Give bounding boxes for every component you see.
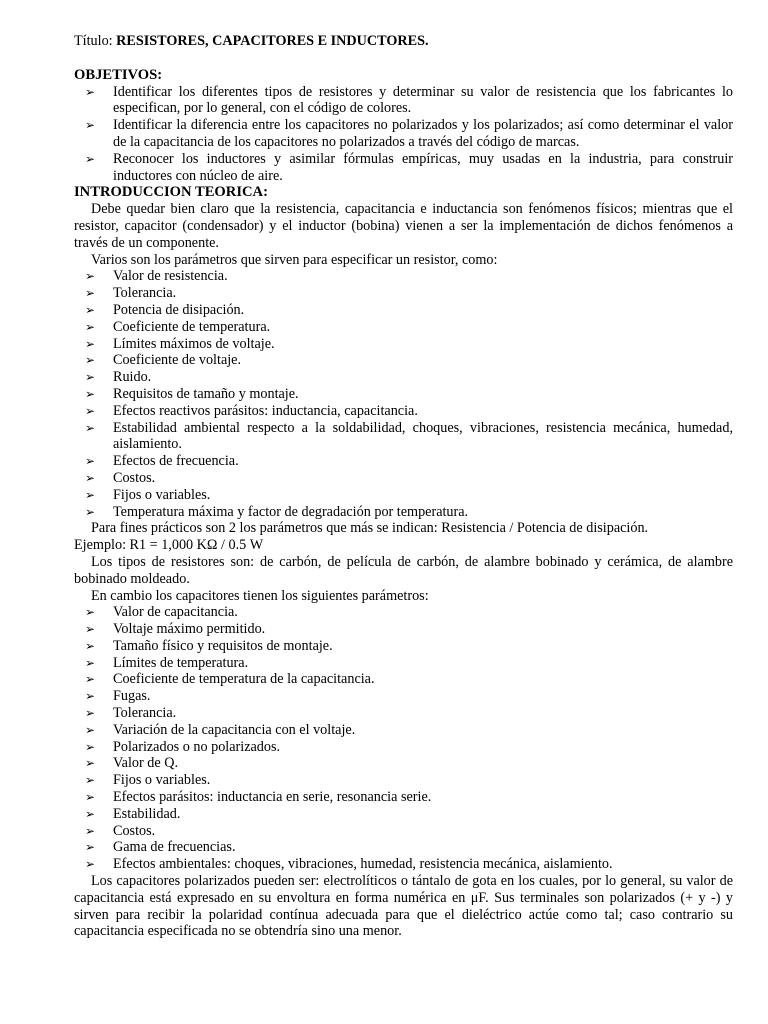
example-line: Ejemplo: R1 = 1,000 KΩ / 0.5 W	[74, 537, 264, 554]
arrow-bullet-icon: ➢	[85, 470, 96, 485]
capacitor-params-list	[74, 604, 733, 873]
list-item-text: Variación de la capacitancia con el voltaje.	[113, 721, 356, 738]
list-item	[74, 655, 733, 672]
arrow-bullet-icon: ➢	[85, 454, 96, 469]
arrow-bullet-icon: ➢	[85, 286, 96, 301]
list-item	[74, 151, 733, 185]
list-item	[74, 403, 733, 420]
arrow-bullet-icon: ➢	[85, 655, 96, 670]
list-item	[74, 302, 733, 319]
list-item	[74, 470, 733, 487]
list-item	[74, 386, 733, 403]
arrow-bullet-icon: ➢	[85, 605, 96, 620]
title-text: RESISTORES, CAPACITORES E INDUCTORES.	[116, 33, 429, 49]
list-item	[74, 638, 733, 655]
list-item	[74, 823, 733, 840]
intro-paragraph-5: En cambio los capacitores tienen los siguientes parámetros:	[91, 587, 429, 604]
list-item	[74, 117, 733, 151]
list-item	[74, 772, 733, 789]
arrow-bullet-icon: ➢	[85, 857, 96, 872]
arrow-bullet-icon: ➢	[85, 487, 96, 502]
arrow-bullet-icon: ➢	[85, 790, 96, 805]
list-item-text: Requisitos de tamaño y montaje.	[113, 385, 299, 402]
list-item-text: Ruido.	[113, 369, 152, 386]
list-item	[74, 671, 733, 688]
list-item-text: Valor de capacitancia.	[113, 604, 238, 621]
resistor-params-list	[74, 268, 733, 520]
arrow-bullet-icon: ➢	[85, 840, 96, 855]
arrow-bullet-icon: ➢	[85, 302, 96, 317]
list-item-text: Tolerancia.	[113, 705, 177, 722]
intro-heading: INTRODUCCION TEORICA:	[74, 184, 268, 201]
arrow-bullet-icon: ➢	[85, 739, 96, 754]
list-item-text: Costos.	[113, 822, 156, 839]
list-item-text: Fugas.	[113, 688, 151, 705]
list-item-text: Temperatura máxima y factor de degradación por temperatura.	[113, 503, 469, 520]
objetivos-list	[74, 84, 733, 185]
list-item-text: Límites de temperatura.	[113, 654, 249, 671]
arrow-bullet-icon: ➢	[85, 504, 96, 519]
list-item-text: Reconocer los inductores y asimilar fórmulas empíricas, muy usadas en la industria, para construir inductores con núcleo de aire.	[113, 150, 733, 184]
intro-paragraph-4: Los tipos de resistores son: de carbón, de película de carbón, de alambre bobinado y cerámica, de alambre bobinado moldeado.	[74, 553, 733, 587]
list-item	[74, 705, 733, 722]
list-item	[74, 336, 733, 353]
intro-paragraph-2: Varios son los parámetros que sirven para especificar un resistor, como:	[91, 251, 498, 268]
arrow-bullet-icon: ➢	[85, 638, 96, 653]
list-item-text: Tolerancia.	[113, 285, 177, 302]
arrow-bullet-icon: ➢	[85, 672, 96, 687]
list-item	[74, 604, 733, 621]
list-item	[74, 688, 733, 705]
arrow-bullet-icon: ➢	[85, 403, 96, 418]
arrow-bullet-icon: ➢	[85, 622, 96, 637]
list-item-text: Valor de Q.	[113, 755, 179, 772]
intro-paragraph-3: Para fines prácticos son 2 los parámetros que más se indican: Resistencia / Potencia de disipación.	[91, 520, 649, 537]
arrow-bullet-icon: ➢	[85, 706, 96, 721]
list-item	[74, 268, 733, 285]
arrow-bullet-icon: ➢	[85, 386, 96, 401]
list-item	[74, 487, 733, 504]
list-item	[74, 621, 733, 638]
list-item-text: Valor de resistencia.	[113, 268, 228, 285]
list-item-text: Potencia de disipación.	[113, 301, 245, 318]
arrow-bullet-icon: ➢	[85, 806, 96, 821]
arrow-bullet-icon: ➢	[85, 773, 96, 788]
arrow-bullet-icon: ➢	[85, 722, 96, 737]
list-item	[74, 856, 733, 873]
list-item-text: Identificar la diferencia entre los capacitores no polarizados y los polarizados; así como determinar el valor de la capacitancia de los capacitores no polarizados a través del código de marcas.	[113, 117, 733, 150]
objetivos-heading: OBJETIVOS:	[74, 66, 163, 83]
arrow-bullet-icon: ➢	[85, 823, 96, 838]
list-item-text: Efectos reactivos parásitos: inductancia, capacitancia.	[113, 402, 418, 419]
list-item-text: Efectos parásitos: inductancia en serie, resonancia serie.	[113, 789, 432, 806]
intro-paragraph-6: Los capacitores polarizados pueden ser: electrolíticos o tántalo de gota en los cuales, por lo general, su valor de capacitancia está expresado en su envoltura en forma numérica en μF. Sus terminales son polarizados (+ y -) y sirven para recibir la polaridad contínua adecuada para que el dieléctrico actúe como tal; caso contrario su capacitancia especificada no se obtendría sino una menor.	[74, 873, 733, 940]
list-item-text: Límites máximos de voltaje.	[113, 335, 275, 352]
title-label: Título:	[74, 33, 113, 49]
list-item-text: Fijos o variables.	[113, 486, 211, 503]
list-item-text: Coeficiente de temperatura.	[113, 318, 271, 335]
list-item	[74, 369, 733, 386]
list-item-text: Fijos o variables.	[113, 772, 211, 789]
list-item	[74, 839, 733, 856]
list-item	[74, 504, 733, 521]
arrow-bullet-icon: ➢	[85, 336, 96, 351]
list-item-text: Estabilidad.	[113, 805, 181, 822]
document-page	[74, 33, 733, 940]
arrow-bullet-icon: ➢	[85, 756, 96, 771]
list-item-text: Coeficiente de voltaje.	[113, 352, 242, 369]
list-item-text: Costos.	[113, 469, 156, 486]
arrow-bullet-icon: ➢	[85, 319, 96, 334]
list-item	[74, 755, 733, 772]
list-item-text: Estabilidad ambiental respecto a la soldabilidad, choques, vibraciones, resistencia mecánica, humedad, aislamiento.	[113, 419, 733, 453]
list-item	[74, 319, 733, 336]
arrow-bullet-icon: ➢	[85, 370, 96, 385]
list-item-text: Efectos de frecuencia.	[113, 453, 239, 470]
list-item-text: Polarizados o no polarizados.	[113, 738, 281, 755]
arrow-bullet-icon: ➢	[85, 269, 96, 284]
arrow-bullet-icon: ➢	[85, 118, 96, 133]
intro-paragraph-1: Debe quedar bien claro que la resistencia, capacitancia e inductancia son fenómenos físicos; mientras que el resistor, capacitor (condensador) y el inductor (bobina) vienen a ser la implementación de dichos fenómenos a través de un componente.	[74, 201, 733, 251]
list-item	[74, 739, 733, 756]
list-item	[74, 420, 733, 454]
list-item	[74, 806, 733, 823]
arrow-bullet-icon: ➢	[85, 689, 96, 704]
arrow-bullet-icon: ➢	[85, 84, 96, 99]
list-item-text: Coeficiente de temperatura de la capacitancia.	[113, 671, 375, 688]
list-item-text: Tamaño físico y requisitos de montaje.	[113, 637, 333, 654]
list-item	[74, 453, 733, 470]
list-item	[74, 84, 733, 118]
document-title	[74, 33, 733, 50]
list-item	[74, 285, 733, 302]
arrow-bullet-icon: ➢	[85, 353, 96, 368]
list-item-text: Identificar los diferentes tipos de resistores y determinar su valor de resistencia que los fabricantes lo especifican, por lo general, con el código de colores.	[113, 83, 733, 117]
arrow-bullet-icon: ➢	[85, 420, 96, 435]
list-item	[74, 722, 733, 739]
list-item-text: Gama de frecuencias.	[113, 839, 236, 856]
list-item-text: Voltaje máximo permitido.	[113, 621, 266, 638]
arrow-bullet-icon: ➢	[85, 151, 96, 166]
list-item-text: Efectos ambientales: choques, vibraciones, humedad, resistencia mecánica, aislamiento.	[113, 856, 613, 873]
list-item	[74, 352, 733, 369]
list-item	[74, 789, 733, 806]
